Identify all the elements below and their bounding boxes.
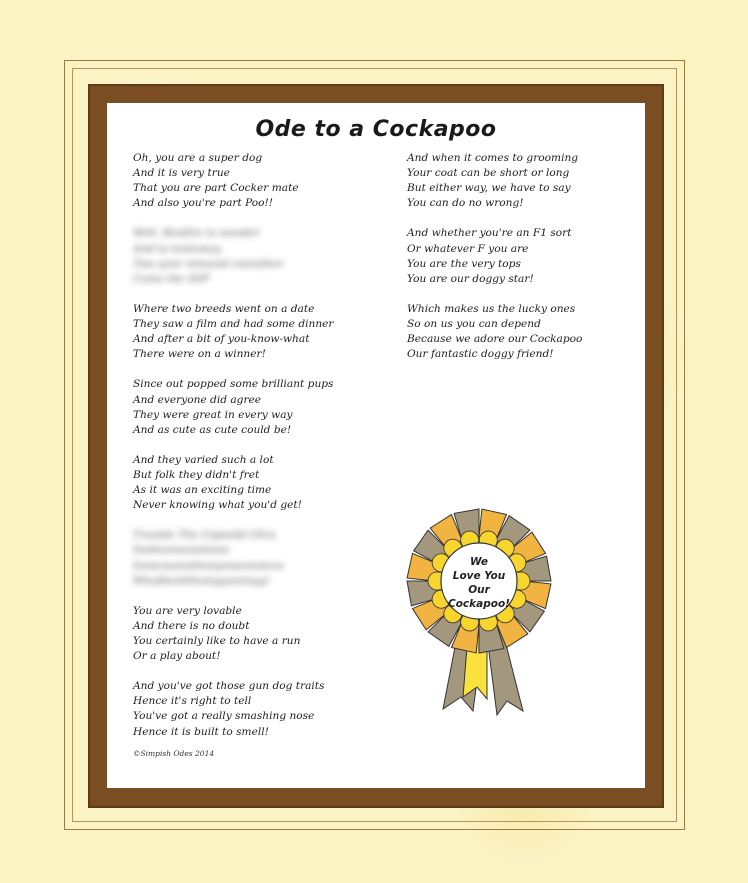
poem-line: Or whatever F you are bbox=[407, 242, 529, 255]
poem-line: Hence it is built to smell! bbox=[133, 725, 269, 738]
poem-paper bbox=[107, 103, 645, 788]
poem-line: Since out popped some brilliant pups bbox=[133, 378, 334, 391]
poem-line: And after a bit of you-know-what bbox=[133, 333, 310, 346]
poem-line: So on us you can depend bbox=[407, 318, 541, 331]
poem-line: Somewonnthonynwonnnevo bbox=[133, 559, 284, 572]
poem-line: That you are part Cocker mate bbox=[133, 182, 299, 195]
rosette-line-4: Cockapoo! bbox=[448, 598, 510, 610]
poem-line: And there is no doubt bbox=[133, 619, 250, 632]
poem-line: You certainly like to have a run bbox=[133, 635, 301, 647]
rosette-line-2: Love You bbox=[452, 570, 506, 582]
poem-line: Which makes us the lucky ones bbox=[407, 302, 576, 315]
poem-line: Our fantastic doggy friend! bbox=[407, 348, 554, 361]
poem-line: Because we adore our Cockapoo bbox=[407, 333, 583, 346]
stanza bbox=[407, 302, 632, 362]
poem-line: You are our doggy star! bbox=[407, 272, 534, 285]
poem-line: Sodmomsswitoms bbox=[133, 544, 230, 557]
poem-line: And it is very true bbox=[133, 167, 230, 180]
poem-line: Where two breeds went on a date bbox=[133, 302, 315, 315]
poem-line: And everyone did agree bbox=[133, 393, 262, 406]
poem-line: And when it comes to grooming bbox=[407, 152, 579, 164]
poem-line: You've got a really smashing nose bbox=[133, 710, 315, 723]
poem-line: Two your mmaxid ewnnther bbox=[133, 257, 284, 270]
poem-line: And whether you're an F1 sort bbox=[407, 227, 572, 240]
poem-line: Never knowing what you'd get! bbox=[133, 499, 302, 512]
rosette-line-1: We bbox=[469, 556, 489, 568]
stanza bbox=[133, 604, 363, 664]
poem-line: And you've got those gun dog traits bbox=[133, 680, 325, 693]
stanza bbox=[133, 377, 363, 437]
poem-line: You are very lovable bbox=[133, 604, 242, 617]
poem-line: And also you're part Poo!! bbox=[133, 197, 274, 210]
left-column bbox=[133, 151, 363, 755]
rosette-line-3: Our bbox=[468, 584, 490, 596]
poem-line: Hence it's right to tell bbox=[133, 695, 252, 708]
poem-line: You are the very tops bbox=[407, 257, 521, 270]
poem-line: Came the SSP bbox=[133, 272, 210, 285]
poem-line: And to tantaway bbox=[133, 242, 221, 255]
poem-line: There were on a winner! bbox=[133, 348, 266, 361]
poem-line: Or a play about! bbox=[133, 650, 221, 663]
poem-line: But either way, we have to say bbox=[407, 182, 571, 195]
poem-line: They saw a film and had some dinner bbox=[133, 318, 334, 331]
poem-line: You can do no wrong! bbox=[407, 197, 524, 210]
poem-line: Oh, you are a super dog bbox=[133, 152, 263, 164]
stanza bbox=[133, 453, 363, 513]
poem-line: Well, Bonfire to wander bbox=[133, 227, 260, 240]
poem-title: Ode to a Cockapoo bbox=[255, 117, 497, 142]
stanza bbox=[133, 528, 363, 588]
poem-line: As it was an exciting time bbox=[133, 484, 272, 497]
poem-line: Whofileshthomygoonnyg! bbox=[133, 574, 270, 587]
poem-line: And they varied such a lot bbox=[133, 453, 274, 466]
poem-line: Trouble The Uppwild Ghrs bbox=[133, 529, 276, 542]
copyright-notice: ©Simpish Odes 2014 bbox=[133, 749, 215, 758]
poem-line: They were great in every way bbox=[133, 408, 293, 421]
poem-line: But folk they didn't fret bbox=[133, 468, 260, 481]
stanza bbox=[133, 679, 363, 739]
stanza bbox=[407, 226, 632, 286]
poem-line: And as cute as cute could be! bbox=[133, 423, 292, 436]
stanza bbox=[133, 226, 363, 286]
rosette-badge bbox=[389, 501, 569, 731]
poem-line: Your coat can be short or long bbox=[407, 167, 570, 180]
stanza bbox=[133, 302, 363, 362]
stanza bbox=[407, 151, 632, 211]
stanza bbox=[133, 151, 363, 211]
right-column bbox=[407, 151, 632, 377]
